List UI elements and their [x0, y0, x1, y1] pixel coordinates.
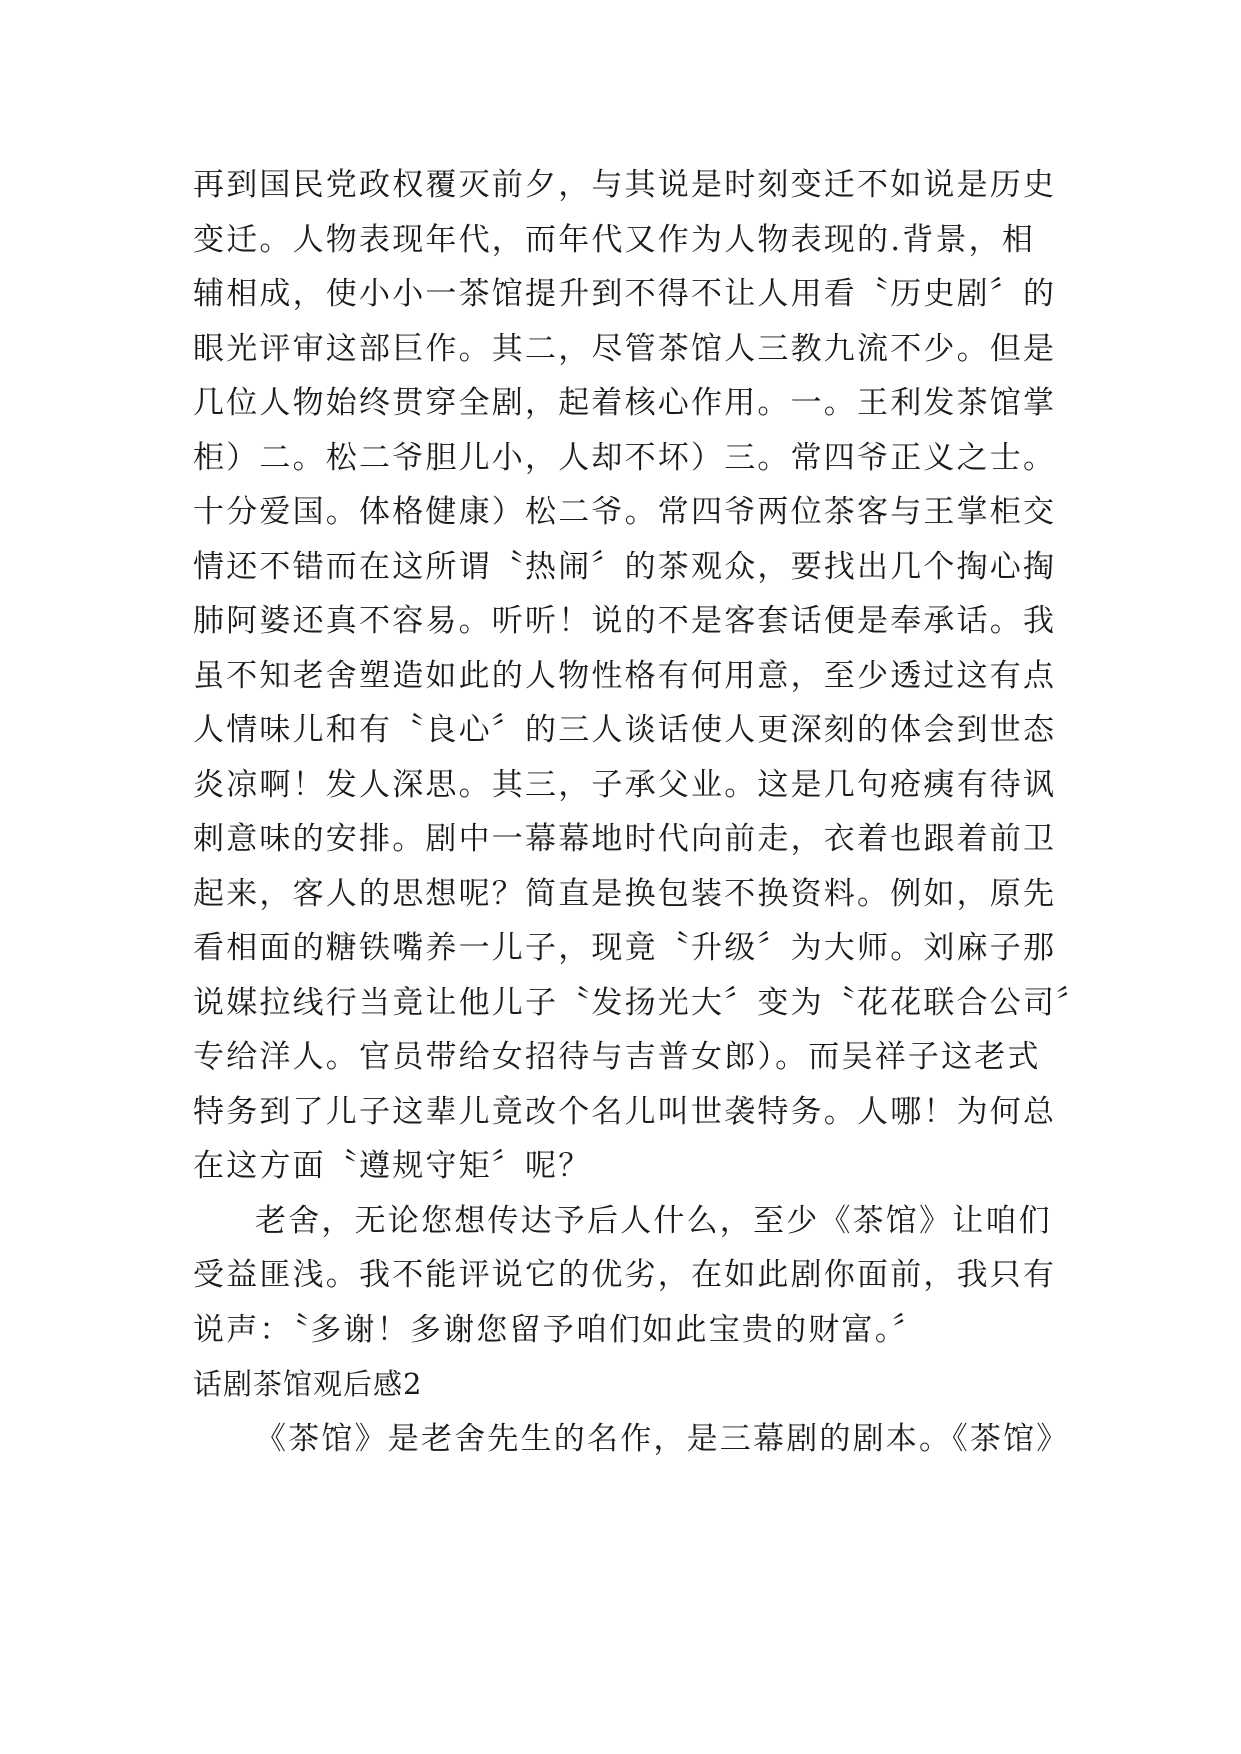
document-body — [193, 158, 1093, 1466]
text-line: 在这方面〝遵规守矩〞呢？ — [193, 1148, 592, 1184]
paragraph-3 — [193, 1412, 1093, 1467]
text-line: 炎凉啊！发人深思。其三，子承父业。这是几句疮痍有待讽 — [193, 766, 1057, 803]
text-line: 起来，客人的思想呢？简直是换包装不换资料。例如，原先 — [193, 875, 1057, 912]
text-line: 眼光评审这部巨作。其二，尽管茶馆人三教九流不少。但是 — [193, 330, 1057, 367]
text-line: 特务到了儿子这辈儿竟改个名儿叫世袭特务。人哪！为何总 — [193, 1093, 1057, 1130]
text-line: 刺意味的安排。剧中一幕幕地时代向前走，衣着也跟着前卫 — [193, 821, 1057, 857]
text-line: 说声：〝多谢！多谢您留予咱们如此宝贵的财富。〞 — [193, 1311, 926, 1348]
text-line: 说媒拉线行当竟让他儿子〝发扬光大〞变为〝花花联合公司〞 — [193, 984, 1090, 1021]
text-line: 十分爱国。体格健康）松二爷。常四爷两位茶客与王掌柜交 — [193, 494, 1057, 530]
text-line: 再到国民党政权覆灭前夕，与其说是时刻变迁不如说是历史 — [193, 167, 1057, 203]
text-line: 几位人物始终贯穿全剧，起着核心作用。一。王利发茶馆掌 — [193, 385, 1057, 421]
section-heading: 话剧茶馆观后感2 — [193, 1367, 423, 1401]
text-line: 辅相成，使小小一茶馆提升到不得不让人用看〝历史剧〞的 — [193, 276, 1057, 312]
paragraph-2 — [193, 1194, 1093, 1358]
text-line: 变迁。人物表现年代，而年代又作为人物表现的.背景，相 — [193, 221, 1036, 258]
paragraph-1 — [193, 158, 1093, 1194]
text-line: 看相面的糖铁嘴养一儿子，现竟〝升级〞为大师。刘麻子那 — [193, 930, 1057, 966]
text-line: 《茶馆》是老舍先生的名作，是三幕剧的剧本。《茶馆》 — [255, 1420, 1070, 1457]
text-line: 肺阿婆还真不容易。听听！说的不是客套话便是奉承话。我 — [193, 603, 1057, 639]
text-line: 虽不知老舍塑造如此的人物性格有何用意，至少透过这有点 — [193, 657, 1057, 694]
text-line: 情还不错而在这所谓〝热闹〞的茶观众，要找出几个掏心掏 — [193, 548, 1057, 585]
text-line: 柜）二。松二爷胆儿小，人却不坏）三。常四爷正义之士。 — [193, 439, 1057, 476]
text-line: 专给洋人。官员带给女招待与吉普女郎）。而吴祥子这老式 — [193, 1039, 1041, 1075]
text-line: 老舍，无论您想传达予后人什么，至少《茶馆》让咱们 — [255, 1202, 1052, 1239]
text-line: 受益匪浅。我不能评说它的优劣，在如此剧你面前，我只有 — [193, 1257, 1057, 1293]
text-line: 人情味儿和有〝良心〞的三人谈话使人更深刻的体会到世态 — [193, 712, 1057, 748]
